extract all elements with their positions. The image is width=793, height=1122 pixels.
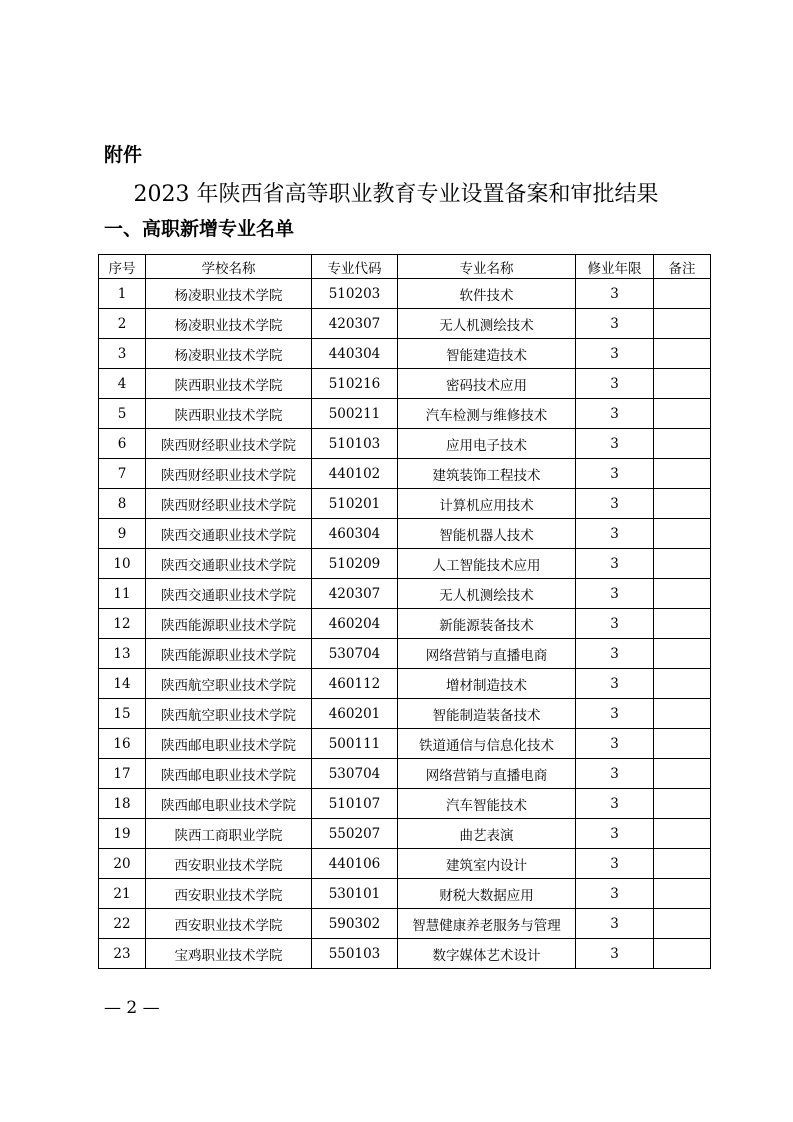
table-row — [99, 939, 711, 969]
cell-school-name: 杨凌职业技术学院 — [146, 279, 312, 309]
cell-remarks — [654, 849, 711, 879]
cell-seq-no: 22 — [99, 909, 146, 939]
table-row — [99, 669, 711, 699]
cell-seq-no: 9 — [99, 519, 146, 549]
cell-study-years: 3 — [576, 699, 654, 729]
cell-major-name: 无人机测绘技术 — [398, 579, 576, 609]
header-remarks: 备注 — [654, 255, 711, 279]
cell-major-name: 增材制造技术 — [398, 669, 576, 699]
cell-major-code: 440102 — [312, 459, 398, 489]
cell-study-years: 3 — [576, 489, 654, 519]
cell-major-name: 网络营销与直播电商 — [398, 639, 576, 669]
cell-remarks — [654, 759, 711, 789]
cell-remarks — [654, 339, 711, 369]
header-seq-no: 序号 — [99, 255, 146, 279]
attachment-label: 附件 — [104, 144, 143, 166]
cell-seq-no: 18 — [99, 789, 146, 819]
cell-major-code: 460201 — [312, 699, 398, 729]
cell-study-years: 3 — [576, 279, 654, 309]
cell-major-code: 590302 — [312, 909, 398, 939]
cell-major-name: 应用电子技术 — [398, 429, 576, 459]
table-row — [99, 639, 711, 669]
cell-seq-no: 4 — [99, 369, 146, 399]
cell-remarks — [654, 699, 711, 729]
cell-school-name: 陕西职业技术学院 — [146, 369, 312, 399]
page-number: — 2 — — [104, 998, 160, 1018]
cell-seq-no: 6 — [99, 429, 146, 459]
cell-major-name: 建筑室内设计 — [398, 849, 576, 879]
cell-study-years: 3 — [576, 459, 654, 489]
cell-major-code: 440304 — [312, 339, 398, 369]
cell-major-code: 510103 — [312, 429, 398, 459]
cell-school-name: 陕西财经职业技术学院 — [146, 489, 312, 519]
cell-major-code: 460112 — [312, 669, 398, 699]
cell-seq-no: 7 — [99, 459, 146, 489]
cell-seq-no: 2 — [99, 309, 146, 339]
cell-school-name: 西安职业技术学院 — [146, 879, 312, 909]
cell-major-name: 密码技术应用 — [398, 369, 576, 399]
cell-major-code: 530704 — [312, 639, 398, 669]
cell-study-years: 3 — [576, 519, 654, 549]
cell-major-name: 新能源装备技术 — [398, 609, 576, 639]
cell-seq-no: 10 — [99, 549, 146, 579]
cell-study-years: 3 — [576, 339, 654, 369]
majors-table — [98, 254, 711, 969]
cell-major-name: 智慧健康养老服务与管理 — [398, 909, 576, 939]
cell-school-name: 陕西航空职业技术学院 — [146, 669, 312, 699]
cell-major-code: 460304 — [312, 519, 398, 549]
cell-major-name: 智能建造技术 — [398, 339, 576, 369]
cell-major-code: 510209 — [312, 549, 398, 579]
cell-school-name: 杨凌职业技术学院 — [146, 339, 312, 369]
cell-major-name: 数字媒体艺术设计 — [398, 939, 576, 969]
cell-seq-no: 5 — [99, 399, 146, 429]
cell-study-years: 3 — [576, 879, 654, 909]
cell-seq-no: 14 — [99, 669, 146, 699]
cell-remarks — [654, 489, 711, 519]
cell-major-code: 420307 — [312, 579, 398, 609]
cell-school-name: 陕西交通职业技术学院 — [146, 549, 312, 579]
cell-seq-no: 21 — [99, 879, 146, 909]
table-row — [99, 309, 711, 339]
cell-study-years: 3 — [576, 789, 654, 819]
cell-remarks — [654, 369, 711, 399]
cell-school-name: 陕西财经职业技术学院 — [146, 429, 312, 459]
header-major-code: 专业代码 — [312, 255, 398, 279]
cell-seq-no: 8 — [99, 489, 146, 519]
cell-school-name: 陕西邮电职业技术学院 — [146, 729, 312, 759]
cell-major-code: 550207 — [312, 819, 398, 849]
cell-study-years: 3 — [576, 429, 654, 459]
header-major-name: 专业名称 — [398, 255, 576, 279]
cell-remarks — [654, 789, 711, 819]
cell-school-name: 陕西交通职业技术学院 — [146, 579, 312, 609]
cell-major-code: 420307 — [312, 309, 398, 339]
cell-seq-no: 19 — [99, 819, 146, 849]
table-row — [99, 279, 711, 309]
cell-major-code: 530704 — [312, 759, 398, 789]
table-row — [99, 759, 711, 789]
cell-study-years: 3 — [576, 819, 654, 849]
table-row — [99, 519, 711, 549]
cell-major-code: 460204 — [312, 609, 398, 639]
cell-study-years: 3 — [576, 939, 654, 969]
cell-study-years: 3 — [576, 399, 654, 429]
cell-remarks — [654, 429, 711, 459]
cell-school-name: 陕西财经职业技术学院 — [146, 459, 312, 489]
cell-school-name: 陕西职业技术学院 — [146, 399, 312, 429]
cell-seq-no: 16 — [99, 729, 146, 759]
cell-major-name: 建筑装饰工程技术 — [398, 459, 576, 489]
table-row — [99, 879, 711, 909]
table-row — [99, 819, 711, 849]
table-row — [99, 579, 711, 609]
cell-school-name: 陕西邮电职业技术学院 — [146, 789, 312, 819]
cell-major-name: 汽车检测与维修技术 — [398, 399, 576, 429]
cell-seq-no: 20 — [99, 849, 146, 879]
cell-major-code: 510216 — [312, 369, 398, 399]
cell-seq-no: 3 — [99, 339, 146, 369]
cell-major-code: 510203 — [312, 279, 398, 309]
cell-major-name: 无人机测绘技术 — [398, 309, 576, 339]
cell-seq-no: 23 — [99, 939, 146, 969]
table-row — [99, 429, 711, 459]
table-header-row — [99, 255, 711, 279]
cell-school-name: 陕西交通职业技术学院 — [146, 519, 312, 549]
header-study-years: 修业年限 — [576, 255, 654, 279]
table-row — [99, 909, 711, 939]
cell-seq-no: 12 — [99, 609, 146, 639]
cell-school-name: 陕西邮电职业技术学院 — [146, 759, 312, 789]
cell-major-name: 人工智能技术应用 — [398, 549, 576, 579]
cell-study-years: 3 — [576, 639, 654, 669]
table-row — [99, 369, 711, 399]
cell-major-code: 550103 — [312, 939, 398, 969]
table-row — [99, 339, 711, 369]
cell-study-years: 3 — [576, 579, 654, 609]
cell-study-years: 3 — [576, 549, 654, 579]
table-row — [99, 789, 711, 819]
cell-seq-no: 15 — [99, 699, 146, 729]
table-row — [99, 489, 711, 519]
cell-remarks — [654, 729, 711, 759]
table-row — [99, 699, 711, 729]
section-heading: 一、高职新增专业名单 — [104, 218, 295, 240]
cell-major-code: 440106 — [312, 849, 398, 879]
cell-major-name: 汽车智能技术 — [398, 789, 576, 819]
cell-study-years: 3 — [576, 759, 654, 789]
table-row — [99, 399, 711, 429]
cell-school-name: 杨凌职业技术学院 — [146, 309, 312, 339]
cell-major-name: 智能机器人技术 — [398, 519, 576, 549]
cell-study-years: 3 — [576, 609, 654, 639]
cell-remarks — [654, 939, 711, 969]
cell-major-name: 软件技术 — [398, 279, 576, 309]
cell-remarks — [654, 879, 711, 909]
cell-major-name: 财税大数据应用 — [398, 879, 576, 909]
table-body — [99, 279, 711, 969]
cell-remarks — [654, 639, 711, 669]
cell-school-name: 陕西能源职业技术学院 — [146, 639, 312, 669]
table-header — [99, 255, 711, 279]
cell-major-name: 铁道通信与信息化技术 — [398, 729, 576, 759]
cell-major-code: 530101 — [312, 879, 398, 909]
cell-major-name: 曲艺表演 — [398, 819, 576, 849]
cell-remarks — [654, 609, 711, 639]
cell-major-name: 智能制造装备技术 — [398, 699, 576, 729]
table-row — [99, 459, 711, 489]
cell-remarks — [654, 819, 711, 849]
cell-school-name: 宝鸡职业技术学院 — [146, 939, 312, 969]
cell-major-code: 500211 — [312, 399, 398, 429]
cell-study-years: 3 — [576, 849, 654, 879]
cell-study-years: 3 — [576, 369, 654, 399]
cell-seq-no: 17 — [99, 759, 146, 789]
cell-school-name: 陕西工商职业学院 — [146, 819, 312, 849]
cell-remarks — [654, 579, 711, 609]
table-row — [99, 729, 711, 759]
cell-study-years: 3 — [576, 729, 654, 759]
cell-remarks — [654, 399, 711, 429]
cell-major-name: 网络营销与直播电商 — [398, 759, 576, 789]
cell-school-name: 西安职业技术学院 — [146, 909, 312, 939]
cell-remarks — [654, 909, 711, 939]
table-row — [99, 549, 711, 579]
cell-study-years: 3 — [576, 309, 654, 339]
cell-remarks — [654, 549, 711, 579]
cell-remarks — [654, 279, 711, 309]
table-row — [99, 609, 711, 639]
cell-study-years: 3 — [576, 909, 654, 939]
cell-seq-no: 11 — [99, 579, 146, 609]
cell-remarks — [654, 459, 711, 489]
cell-remarks — [654, 519, 711, 549]
header-school-name: 学校名称 — [146, 255, 312, 279]
cell-school-name: 陕西航空职业技术学院 — [146, 699, 312, 729]
cell-major-code: 510201 — [312, 489, 398, 519]
cell-major-code: 500111 — [312, 729, 398, 759]
cell-major-code: 510107 — [312, 789, 398, 819]
cell-school-name: 陕西能源职业技术学院 — [146, 609, 312, 639]
cell-major-name: 计算机应用技术 — [398, 489, 576, 519]
table-row — [99, 849, 711, 879]
cell-study-years: 3 — [576, 669, 654, 699]
document-title: 2023 年陕西省高等职业教育专业设置备案和审批结果 — [133, 182, 659, 207]
cell-remarks — [654, 309, 711, 339]
cell-seq-no: 1 — [99, 279, 146, 309]
cell-school-name: 西安职业技术学院 — [146, 849, 312, 879]
cell-remarks — [654, 669, 711, 699]
cell-seq-no: 13 — [99, 639, 146, 669]
